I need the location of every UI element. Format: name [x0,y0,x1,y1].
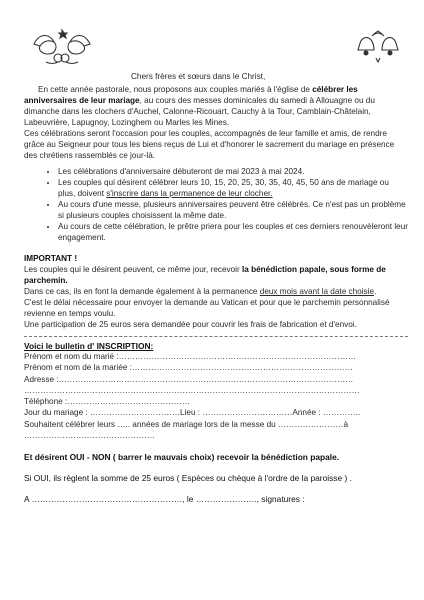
intro-highlight: célébrer les anniversaires de leur mariage [24,85,358,105]
important-p1-text: Les couples qui le désirent peuvent, ce même jour, recevoir [24,265,242,274]
wedding-day-field[interactable]: Jour du mariage : ……………………………Lieu : ……………………………Année : ………….. [24,408,361,418]
phone-field[interactable]: Téléphone :……………………………………… [24,397,191,407]
bullet-multiple: • Au cours d'une messe, plusieurs anniversaires peuvent être célébrés. Ce n'est pas un problème si plusieurs couples choisissent la même date. [58,199,408,221]
anniversary-field[interactable]: Souhaitent célébrer leurs ….. années de mariage lors de la messe du ……………………à [24,419,349,429]
intro-text-2: , au cours des messes dominicales du samedi à Allouagne ou du dimanche dans les clochers d'Auchel, Calonne-Ricouart, Cauchy à la Tour, Camblain-Châtelain, Labeuvrière, Lapugnoy, Lozinghem ou Marles les Mines. [24,96,375,127]
oui-non-choice[interactable]: Et désirent OUI - NON [24,452,113,463]
greeting: Chers frères et sœurs dans le Christ, [131,72,266,81]
bullet-prayer: • Au cours de cette célébration, le prêtre priera pour les couples et ces derniers renouvèleront leur engagement. [58,221,408,243]
important-p2-end: . [374,287,377,296]
address-field-line-2[interactable]: …………………………………………………………………………………………………………… [24,385,360,395]
blessing-choice-line [24,452,408,462]
strike-instruction: ( barrer le mauvais choix) [112,452,215,463]
document-page [24,20,408,504]
important-p2-underline: deux mois avant la date choisie [259,287,375,296]
bullet-eligibility-text: Les couples qui désirent célébrer leurs 10, 15, 20, 25, 30, 35, 40, 45, 50 ans de mariage ou plus, doivent [58,178,389,198]
bullet-eligibility [58,177,408,199]
anniversary-field-line-2[interactable]: ………………………………………… [24,431,155,441]
signature-line[interactable]: A ………………………………………………, le …………………., signatures : [24,494,305,505]
header-row [24,20,408,81]
form-title: Voici le bulletin d' INSCRIPTION: [24,341,154,351]
bullet-eligibility-underline: s'inscrire dans la permanence de leur clocher. [106,189,273,198]
bride-name-field[interactable]: Prénom et nom de la mariée :……………………………………………………………………… [24,363,353,373]
dashed-divider [24,336,408,337]
important-p4: Une participation de 25 euros sera demandée pour couvrir les frais de fabrication et d'envoi. [24,320,357,329]
important-p2 [24,286,408,297]
blessing-request-text: recevoir la bénédiction papale. [214,452,340,463]
wedding-bells-illustration [354,30,402,64]
address-field[interactable]: Adresse :……………………………………………………………………………………………… [24,374,354,384]
doves-rings-illustration [30,24,94,68]
groom-name-field[interactable]: Prénom et nom du marié :…………………………………………………………………………… [24,352,357,361]
important-p3: C'est le délai nécessaire pour envoyer la demande au Vatican et pour que le parchemin personnalisé revienne en temps voulu. [24,298,390,318]
important-p1 [24,264,408,286]
payment-line: Si OUI, ils règlent la somme de 25 euros ( Espèces ou chèque à l'ordre de la paroisse ) . [24,473,352,484]
important-title: IMPORTANT ! [24,254,78,263]
intro-paragraph [24,84,408,128]
bullet-dates: • Les célébrations d'anniversaire débuteront de mai 2023 à mai 2024. [58,166,408,177]
important-p2-text: Dans ce cas, ils en font la demande également à la permanence [24,287,260,296]
info-bullets [24,166,408,243]
intro-text-1: En cette année pastorale, nous proposons aux couples mariés à l'église de [38,85,313,94]
intro-paragraph-2: Ces célébrations seront l'occasion pour les couples, accompagnés de leur famille et amis, de rendre grâce au Seigneur pour tous les biens reçus de Lui et d'honorer le sacrement du mariage en présence des chrétiens rassemblés ce jour-là. [24,129,395,160]
important-p1-bold: la bénédiction papale, sous forme de parchemin. [24,265,386,285]
